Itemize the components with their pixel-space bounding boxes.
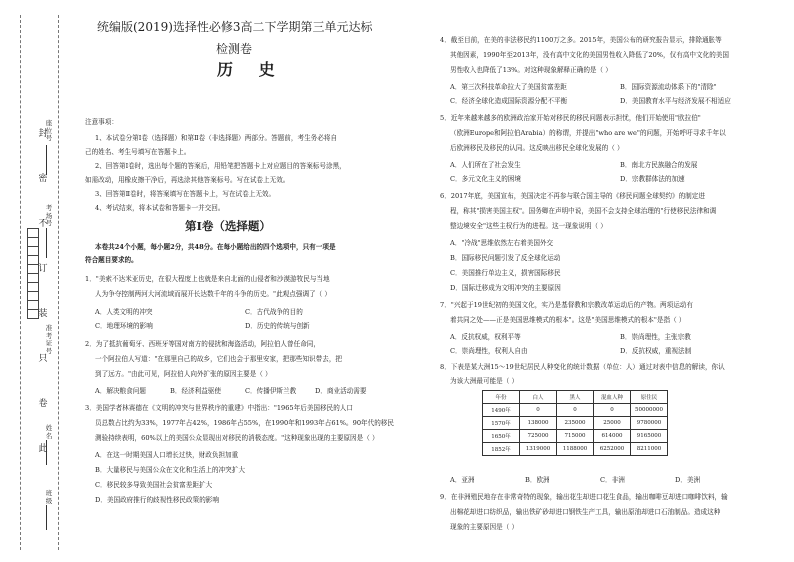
section-intro: 本卷共24个小题，每小题2分，共48分。在每小题给出的四个选项中，只有一项是	[95, 243, 336, 251]
binding-margin	[0, 0, 60, 562]
option-a[interactable]: A．"冷战"思维依然左右着美国外交	[450, 239, 554, 247]
option-d[interactable]: D．商业活动需要	[315, 387, 367, 395]
question-line: 4．截至目前，在美的非法移民约1100万之多。2015年，美国公布的研究报告显示，排除通胀等	[440, 36, 722, 44]
question-line: 现象的主要原因是（ ）	[450, 523, 519, 531]
exam-room-blank[interactable]	[46, 228, 48, 258]
option-d[interactable]: D．历史的传统与创新	[245, 322, 310, 330]
table-cell: 1570年	[483, 417, 520, 430]
option-d[interactable]: D．反抗权威，重视法制	[620, 347, 692, 355]
seal-char: 此	[38, 444, 48, 454]
question-line: 7．"兴起于19世纪初的美国文化，实乃是基督教和宗教改革运动后的产物。两项运动有	[440, 301, 693, 309]
question-line: 着共同之处——正是美国思维模式的根本"。这是"美国思维模式的根本"是指（ ）	[450, 316, 686, 324]
option-a[interactable]: A．第三次科技革命拉大了美国贫富差距	[450, 83, 567, 91]
table-cell: 0	[520, 404, 557, 417]
seal-char: 不	[38, 219, 48, 229]
question-line: 1．"美索不达米亚历史，在很大程度上也就是来自北面的山侵者和沙漠游牧民与当地	[85, 275, 330, 283]
seal-char: 只	[38, 354, 48, 364]
table-cell: 138000	[520, 417, 557, 430]
seal-char: 封	[38, 129, 48, 139]
option-a[interactable]: A．人类文明的冲突	[95, 308, 153, 316]
option-a[interactable]: A．解决粮食问题	[95, 387, 146, 395]
question-line: 整边境安全"这些主权行为的进程。这一现象说明（ ）	[450, 222, 607, 230]
option-c[interactable]: C．经济全球化造成国际资源分配不平衡	[450, 97, 568, 105]
question-line: 9．在非洲殖民地存在非常奇特的现象，输出花生却进口花生食品，输出咖啡豆却进口咖啡饮料，输	[440, 493, 728, 501]
notes-heading: 注意事项：	[85, 118, 118, 126]
notes-line: 如需改动，用橡皮擦干净后，再选涂其他答案标号。写在试卷上无效。	[85, 176, 290, 184]
notes-line: 3、回答第Ⅱ卷时，将答案填写在答题卡上，写在试卷上无效。	[95, 190, 276, 198]
table-cell: 0	[557, 404, 594, 417]
option-b[interactable]: B．国际移民问题引发了反全球化运动	[450, 254, 561, 262]
question-line: （欧洲Europe和阿拉伯Arabia）的称谓，并提出"who are we"的问题，开始呼吁寻求千年以	[450, 129, 726, 137]
notes-line: 1、本试卷分第Ⅰ卷（选择题）和第Ⅱ卷（非选择题）两部分。答题前，考生务必将自	[95, 134, 338, 142]
seal-dashed-line	[58, 15, 59, 550]
admission-number-label: 准考证号	[45, 324, 53, 355]
question-line: 2．为了抵抗葡萄牙、西班牙等国对南方的侵扰和海盗活动，阿拉伯人曾任命同，	[85, 340, 320, 348]
notes-line: 2、回答第Ⅰ卷时，选出每个题的答案后，用铅笔把答题卡上对应题目的答案标号涂黑，	[95, 162, 346, 170]
question-line: 一个阿拉伯人写道："在那里自己的故乡，它们也会于那里安家，把那些知识带去，把	[95, 355, 342, 363]
notes-line: 4、考试结束，将本试卷和答题卡一并交回。	[95, 204, 225, 212]
section-intro: 符合题目要求的。	[85, 256, 138, 264]
class-label: 班级	[45, 489, 53, 505]
table-cell: 8211000	[631, 443, 668, 456]
seal-char: 装	[38, 309, 48, 319]
option-c[interactable]: C．美国推行单边主义，损害国际移民	[450, 269, 561, 277]
section-title: 第Ⅰ卷（选择题）	[185, 219, 271, 233]
option-d[interactable]: D．美洲	[675, 476, 701, 484]
table-row	[483, 404, 668, 417]
option-d[interactable]: D．国际迁移成为文明冲突的主要原因	[450, 284, 561, 292]
option-b[interactable]: B．大量移民与美国公众在文化和生活上的冲突扩大	[95, 466, 245, 474]
name-blank[interactable]	[46, 440, 48, 465]
option-b[interactable]: B．崇尚理性，主张宗教	[620, 333, 691, 341]
option-b[interactable]: B．国际资源流动体系下的"清除"	[620, 83, 717, 91]
option-b[interactable]: B．经济利益驱使	[170, 387, 222, 395]
question-line: 出棉花却进口纺织品，输出铁矿砂却进口钢铁生产工具，输出原油却进口石油制品。造成这种	[450, 508, 721, 516]
option-a[interactable]: A．人们所在了社会发生	[450, 161, 521, 169]
question-line: 测验持续表明，60%以上的美国公众显现出对移民的消极态度。"这种现象出现的主要原因是（ ）	[95, 434, 379, 442]
question-line: 到了远方。"由此可见，阿拉伯人向外扩张的原因主要是（ ）	[95, 370, 272, 378]
question-line: 男性收入也降低了13%。对这种现象解释正确的是（ ）	[450, 66, 612, 74]
question-line: 3．美国学者林赛德在《文明的冲突与世界秩序的重建》中指出："1965年后美国移民的人口	[85, 404, 353, 412]
table-header: 混血人种	[594, 391, 631, 404]
seat-number-label: 座位号	[45, 119, 53, 142]
name-label: 姓名	[45, 424, 53, 440]
subject-title: 历 史	[217, 60, 285, 79]
question-line: 为该大洲最可能是（ ）	[450, 377, 519, 385]
seal-char: 卷	[38, 399, 48, 409]
question-line: 人为争夺控制两河大河流域而展开长达数千年的斗争的历史。"此观点强调了（ ）	[95, 290, 331, 298]
option-a[interactable]: A．在这一时期美国人口增长过快，财政负担加重	[95, 451, 239, 459]
table-row	[483, 430, 668, 443]
table-cell: 9780000	[631, 417, 668, 430]
table-cell: 50000000	[631, 404, 668, 417]
option-d[interactable]: D．宗教群体法的加速	[620, 175, 685, 183]
option-a[interactable]: A．亚洲	[450, 476, 475, 484]
exam-title-line2: 检测卷	[216, 42, 253, 56]
admission-number-grid[interactable]	[27, 228, 39, 319]
table-header: 原住民	[631, 391, 668, 404]
population-table	[482, 390, 668, 456]
table-header: 白人	[520, 391, 557, 404]
table-cell: 1319000	[520, 443, 557, 456]
option-c[interactable]: C．崇尚理性，权利人自由	[450, 347, 528, 355]
table-cell: 6252000	[594, 443, 631, 456]
table-cell: 25000	[594, 417, 631, 430]
exam-title: 统编版(2019)选择性必修3高二下学期第三单元达标	[97, 20, 373, 34]
question-line: 其他因素，1990年至2013年，没有高中文化的美国男性收入降低了20%，仅有高中文化的美国	[450, 51, 729, 59]
table-header-row	[483, 391, 668, 404]
option-c[interactable]: C．传播伊斯兰教	[245, 387, 297, 395]
option-c[interactable]: C．非洲	[600, 476, 625, 484]
table-header: 黑人	[557, 391, 594, 404]
seal-char: 密	[38, 174, 48, 184]
question-line: 8．下表是某大洲15～19世纪居民人种变化的统计数据（单位：人）通过对表中信息的解读，你认	[440, 363, 725, 371]
seal-dashed-line	[20, 15, 21, 550]
table-row	[483, 443, 668, 456]
table-cell: 9165000	[631, 430, 668, 443]
table-row	[483, 417, 668, 430]
table-cell: 725000	[520, 430, 557, 443]
option-b[interactable]: B．欧洲	[525, 476, 550, 484]
table-cell: 1852年	[483, 443, 520, 456]
table-cell: 1188000	[557, 443, 594, 456]
option-d[interactable]: D．美国政府推行的歧视性移民政策的影响	[95, 496, 219, 504]
option-c[interactable]: C．移民较多导致美国社会贫富差距扩大	[95, 481, 213, 489]
table-cell: 0	[594, 404, 631, 417]
notes-line: 己的姓名、考生号填写在答题卡上。	[85, 148, 191, 156]
seal-char: 订	[38, 264, 48, 274]
question-line: 程，称其"损害美国主权"。国务卿在声明中说，美国不会支持全球治理的"行使移民法律和调	[450, 207, 717, 215]
table-cell: 235000	[557, 417, 594, 430]
question-line: 后欧洲移民及移民的认同。这反映出移民全球化发展的（ ）	[450, 144, 624, 152]
question-line: 6．2017年底，美国宣布，美国决定不再参与联合国主导的《移民问题全球契约》的制定进	[440, 192, 705, 200]
option-d[interactable]: D．美国教育水平与经济发展不相适应	[620, 97, 731, 105]
seat-number-blank[interactable]	[46, 145, 48, 175]
option-b[interactable]: B．南北方民族融合的发展	[620, 161, 698, 169]
option-c[interactable]: C．地理环境的影响	[95, 322, 153, 330]
table-header: 年份	[483, 391, 520, 404]
table-cell: 715000	[557, 430, 594, 443]
table-cell: 614000	[594, 430, 631, 443]
question-line: 员总数占比约为33%，1977年占42%，1986年占55%，在1990年和1993年占61%。90年代的移民	[95, 419, 394, 427]
option-a[interactable]: A．反抗权威，权利平等	[450, 333, 521, 341]
class-blank[interactable]	[46, 505, 48, 530]
option-b[interactable]: C．古代战争的目的	[245, 308, 303, 316]
question-line: 5．近年来越来越多的欧洲政治家开始对移民的移民问题表示担忧，他们开始使用"欧拉伯"	[440, 114, 701, 122]
table-cell: 1650年	[483, 430, 520, 443]
exam-room-label: 考场号	[45, 204, 53, 227]
option-c[interactable]: C．多元文化主义的困境	[450, 175, 521, 183]
table-cell: 1490年	[483, 404, 520, 417]
